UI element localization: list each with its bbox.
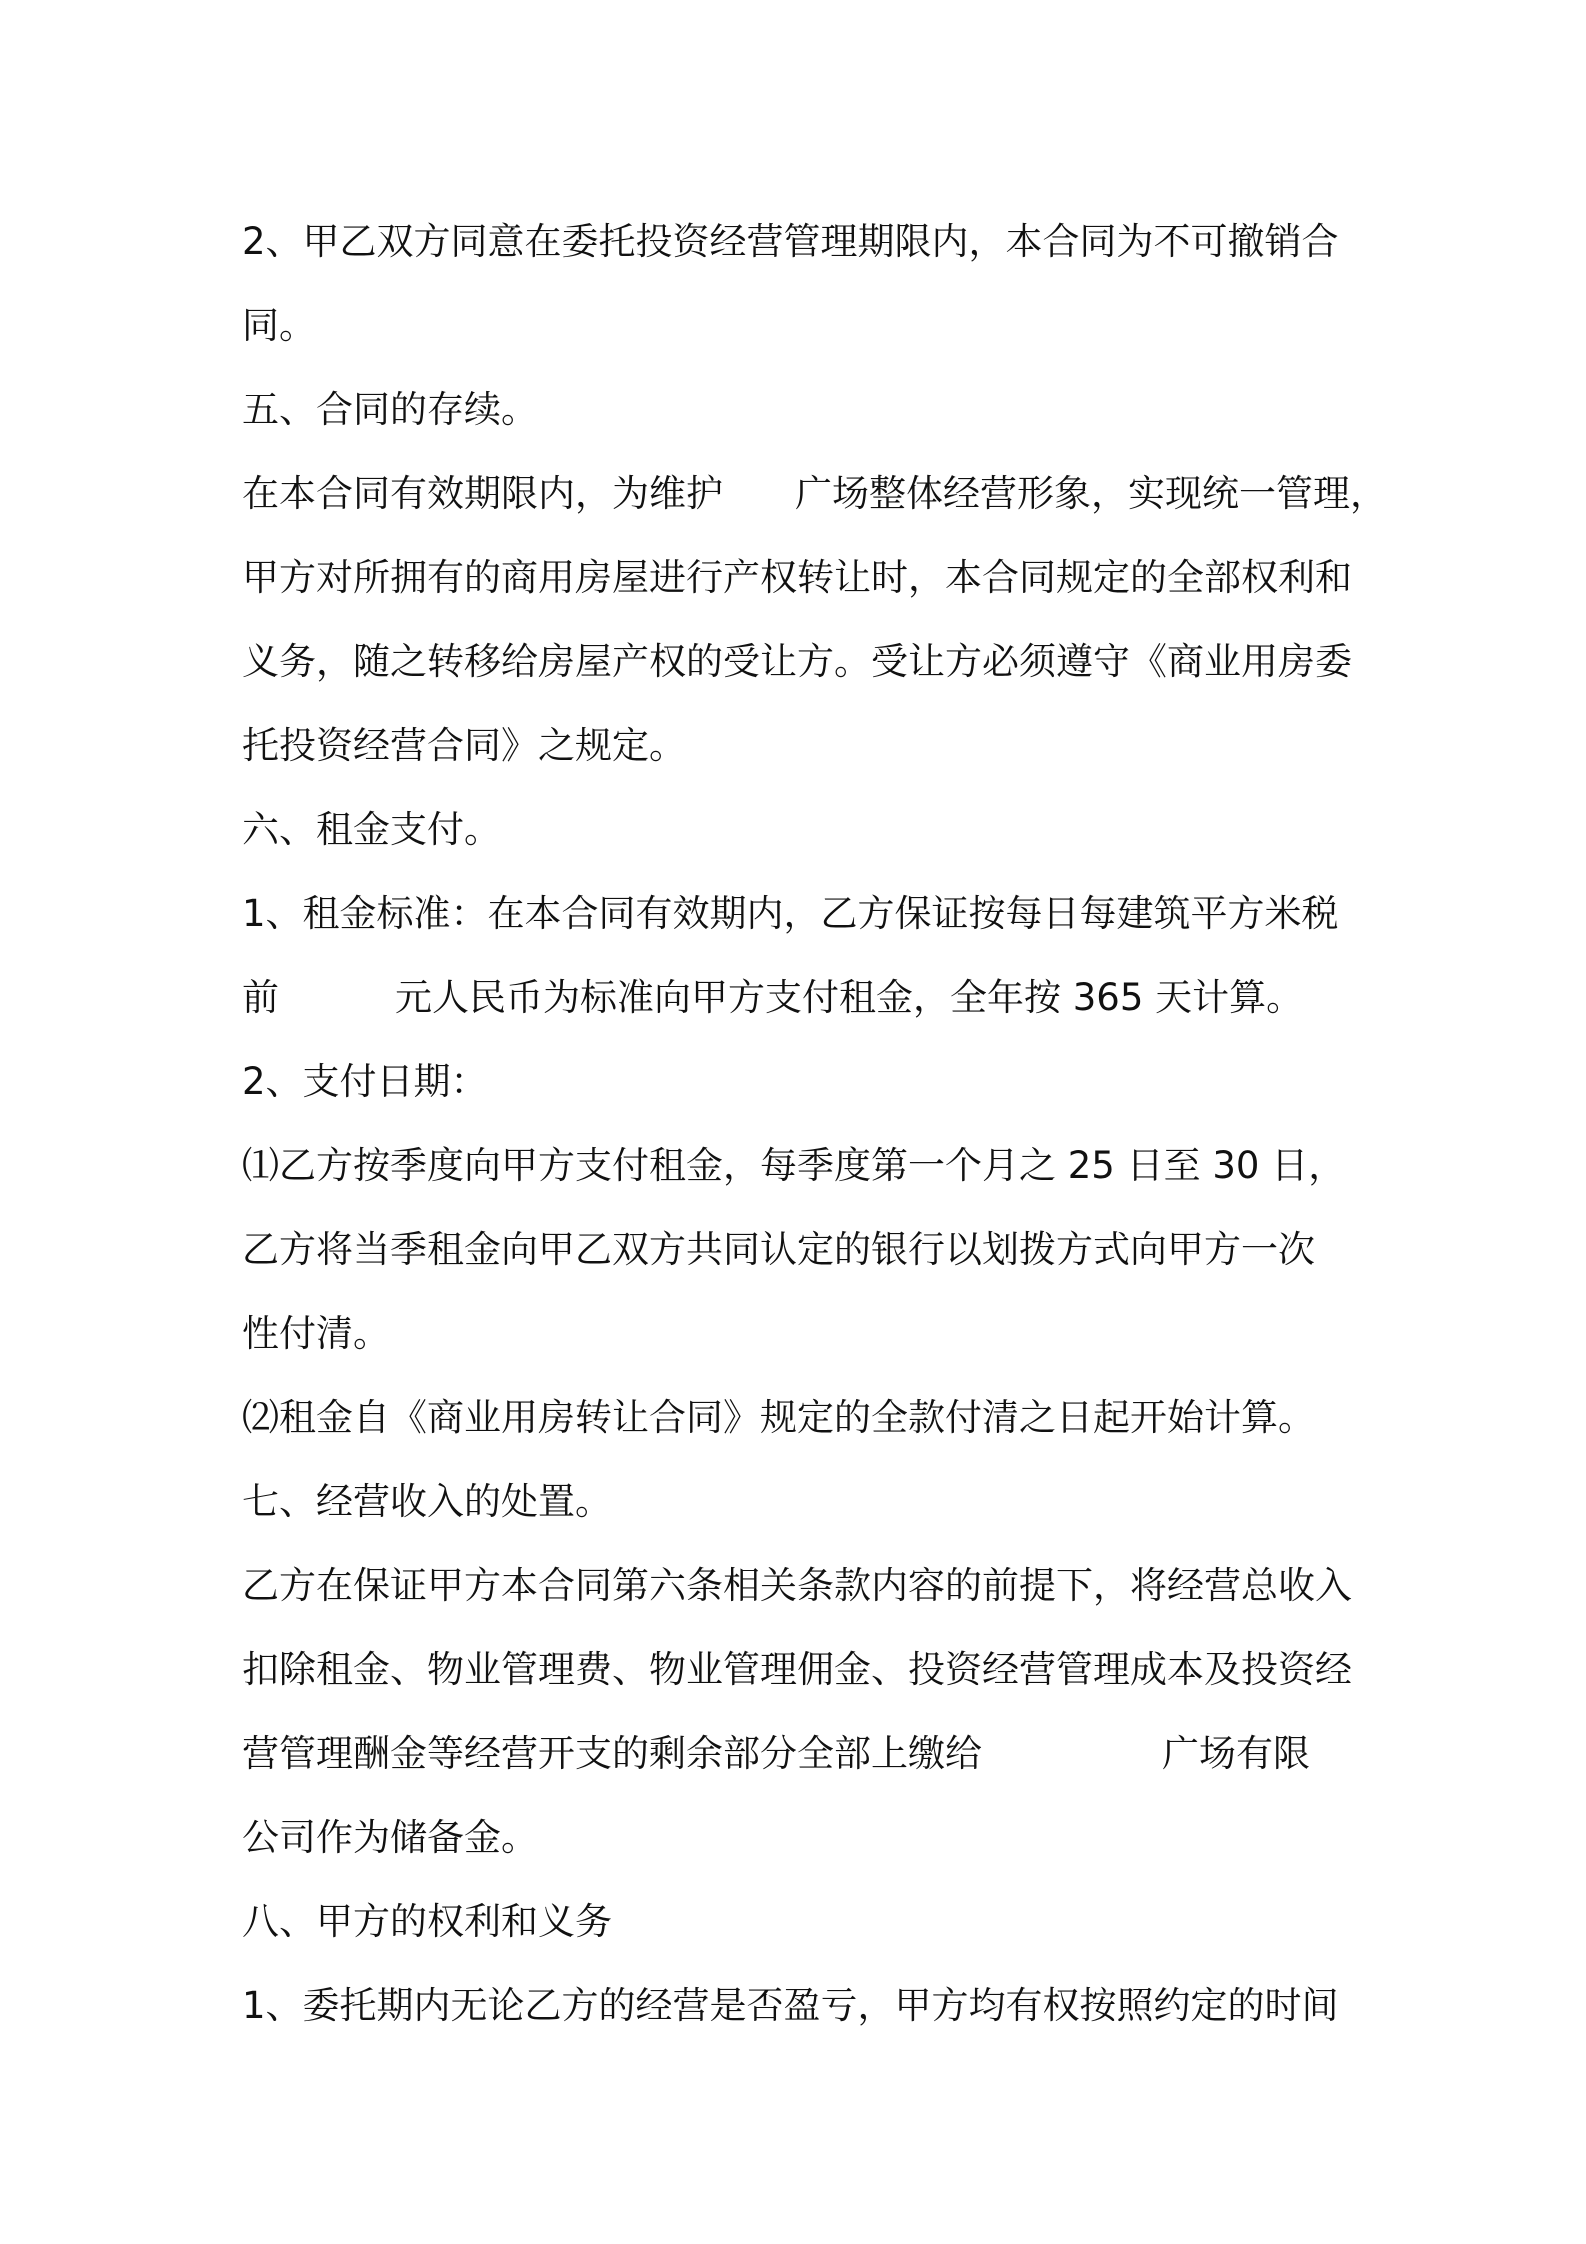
text-line: 1、租金标准：在本合同有效期内，乙方保证按每日每建筑平方米税 xyxy=(242,892,1339,935)
text-segment: 元人民币为标准向甲方支付租金，全年按 365 天计算。 xyxy=(395,976,1304,1019)
text-line: 甲方对所拥有的商用房屋进行产权转让时，本合同规定的全部权利和 xyxy=(242,556,1352,599)
section-heading: 六、租金支付。 xyxy=(242,808,501,851)
text-segment: 广场有限 xyxy=(1162,1732,1310,1775)
text-line xyxy=(242,452,1387,536)
text-line: 1、委托期内无论乙方的经营是否盈亏，甲方均有权按照约定的时间 xyxy=(242,1984,1339,2027)
text-segment: 广场整体经营形象，实现统一管理， xyxy=(795,472,1387,515)
text-segment: 在本合同有效期限内，为维护 xyxy=(242,472,723,515)
text-segment: 营管理酬金等经营开支的剩余部分全部上缴给 xyxy=(242,1732,982,1775)
text-line: 乙方将当季租金向甲乙双方共同认定的银行以划拨方式向甲方一次 xyxy=(242,1228,1315,1271)
section-heading: 五、合同的存续。 xyxy=(242,388,538,431)
text-line: ⑵租金自《商业用房转让合同》规定的全款付清之日起开始计算。 xyxy=(242,1396,1315,1439)
text-segment: 前 xyxy=(242,976,279,1019)
text-line: 性付清。 xyxy=(242,1312,390,1355)
text-line xyxy=(242,1712,1362,1796)
text-line: 2、支付日期： xyxy=(242,1060,488,1103)
text-line: 2、甲乙双方同意在委托投资经营管理期限内，本合同为不可撤销合 xyxy=(242,220,1339,263)
section-heading: 七、经营收入的处置。 xyxy=(242,1480,612,1523)
text-line xyxy=(242,956,1362,1040)
text-line: 托投资经营合同》之规定。 xyxy=(242,724,686,767)
text-line: 公司作为储备金。 xyxy=(242,1816,538,1859)
document-body xyxy=(242,200,1387,2048)
text-line: 义务，随之转移给房屋产权的受让方。受让方必须遵守《商业用房委 xyxy=(242,640,1352,683)
text-line: 同。 xyxy=(242,304,316,347)
text-line: 乙方在保证甲方本合同第六条相关条款内容的前提下，将经营总收入 xyxy=(242,1564,1352,1607)
text-line: ⑴乙方按季度向甲方支付租金，每季度第一个月之 25 日至 30 日， xyxy=(242,1144,1346,1187)
text-line: 扣除租金、物业管理费、物业管理佣金、投资经营管理成本及投资经 xyxy=(242,1648,1352,1691)
section-heading: 八、甲方的权利和义务 xyxy=(242,1900,612,1943)
